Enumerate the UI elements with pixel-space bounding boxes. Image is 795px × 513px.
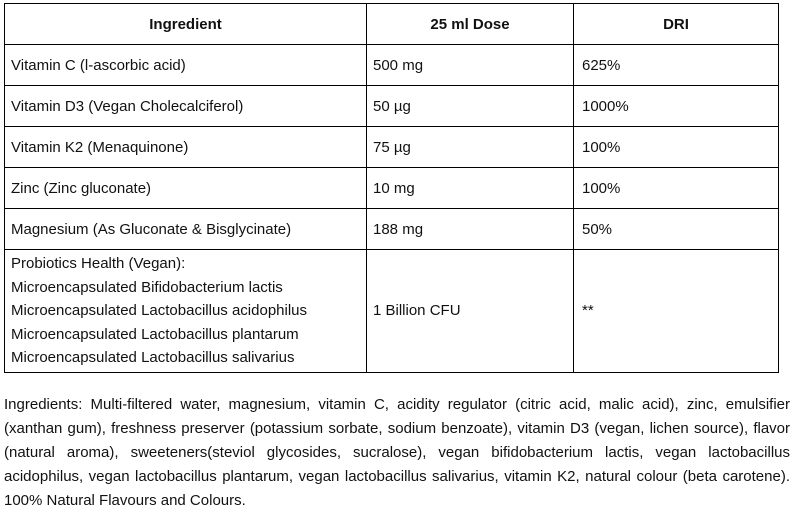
dri-cell: 100%	[574, 168, 779, 209]
probiotic-strain: Microencapsulated Bifidobacterium lactis	[11, 278, 283, 296]
nutrition-table	[4, 3, 779, 373]
ingredients-paragraph: Ingredients: Multi-filtered water, magnesium, vitamin C, acidity regulator (citric acid, malic acid), zinc, emulsifier (xanthan gum), freshness preserver (potassium sorbate, sodium benzoate), vitamin D3 (vegan, lichen source), flavor (natural aroma), sweeteners(steviol glycosides, sucralose), vegan bifidobacterium lactis, vegan lactobacillus acidophilus, vegan lactobacillus plantarum, vegan lactobacillus salivarius, vitamin K2, natural colour (beta carotene). 100% Natural Flavours and Colours.	[4, 396, 790, 509]
ingredient-cell: Vitamin D3 (Vegan Cholecalciferol)	[5, 86, 367, 127]
dri-cell: 50%	[574, 209, 779, 250]
probiotics-dri-cell: **	[574, 250, 779, 373]
table-row	[5, 168, 779, 209]
header-dri: DRI	[574, 4, 779, 45]
table-row	[5, 86, 779, 127]
dose-cell: 50 µg	[367, 86, 574, 127]
probiotic-strain: Microencapsulated Lactobacillus plantarum	[11, 325, 299, 343]
probiotics-title: Probiotics Health (Vegan):	[11, 255, 186, 272]
probiotics-row	[5, 250, 779, 373]
table-row	[5, 45, 779, 86]
dose-cell: 188 mg	[367, 209, 574, 250]
probiotics-dose-cell: 1 Billion CFU	[367, 250, 574, 373]
probiotics-ingredient-cell	[5, 250, 367, 373]
probiotic-strain: Microencapsulated Lactobacillus acidophilus	[11, 302, 308, 319]
probiotic-strain: Microencapsulated Lactobacillus salivarius	[11, 349, 295, 366]
table-row	[5, 209, 779, 250]
ingredient-cell: Vitamin C (l-ascorbic acid)	[5, 45, 367, 86]
dose-cell: 500 mg	[367, 45, 574, 86]
header-ingredient: Ingredient	[5, 4, 367, 45]
dri-cell: 1000%	[574, 86, 779, 127]
header-dose: 25 ml Dose	[367, 4, 574, 45]
dri-cell: 100%	[574, 127, 779, 168]
table-header-row	[5, 4, 779, 45]
dose-cell: 75 µg	[367, 127, 574, 168]
ingredient-cell: Magnesium (As Gluconate & Bisglycinate)	[5, 209, 367, 250]
dri-cell: 625%	[574, 45, 779, 86]
table-row	[5, 127, 779, 168]
ingredient-cell: Zinc (Zinc gluconate)	[5, 168, 367, 209]
dose-cell: 10 mg	[367, 168, 574, 209]
ingredient-cell: Vitamin K2 (Menaquinone)	[5, 127, 367, 168]
